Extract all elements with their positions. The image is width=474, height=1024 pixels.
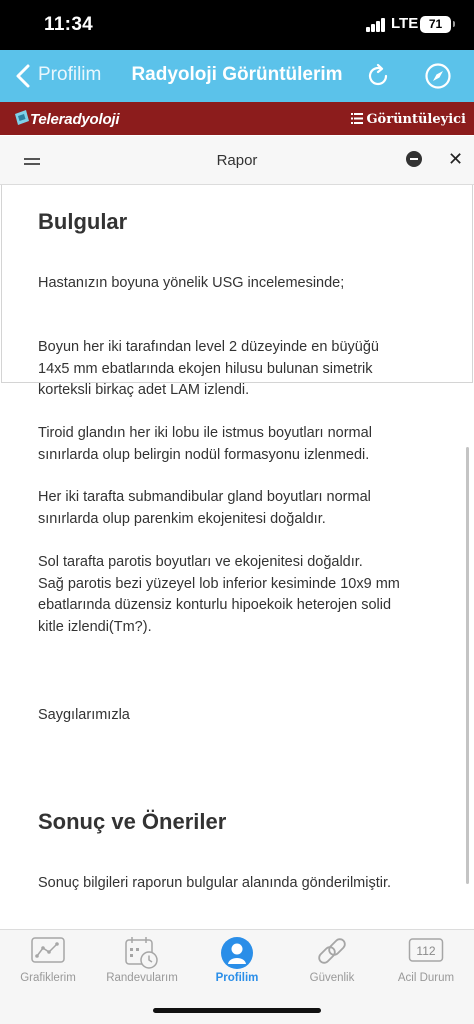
- report-line: Sağ parotis bezi yüzeyel lob inferior kesiminde 10x9 mm: [38, 575, 400, 592]
- report-paragraph: [38, 273, 438, 295]
- user-icon: [219, 936, 255, 970]
- home-indicator: [153, 1008, 321, 1013]
- list-menu-icon: [351, 113, 363, 124]
- compass-icon[interactable]: [424, 62, 452, 90]
- tab-emergency[interactable]: [378, 930, 474, 990]
- report-line: kitle izlendi(Tm?).: [38, 618, 152, 635]
- report-line: Saygılarımızla: [38, 707, 130, 723]
- report-paragraph: [38, 337, 438, 402]
- emergency-badge: 112: [416, 944, 436, 958]
- viewer-link[interactable]: [351, 112, 466, 127]
- results-text: [38, 873, 438, 895]
- network-type: LTE: [391, 15, 419, 32]
- report-line: sınırlarda olup belirgin nodül formasyonu izlenmedi.: [38, 446, 370, 463]
- report-line: Sonuç bilgileri raporun bulgular alanında gönderilmiştir.: [38, 875, 392, 891]
- report-signoff: [38, 705, 438, 727]
- logo-icon: [12, 108, 32, 128]
- page-title: Radyoloji Görüntülerim: [131, 64, 343, 85]
- emergency-112-icon: [408, 936, 444, 964]
- minimize-icon[interactable]: [406, 151, 422, 167]
- refresh-icon[interactable]: [364, 62, 392, 90]
- findings-heading: Bulgular: [38, 209, 128, 234]
- report-line: Her iki tarafta submandibular gland boyutları normal: [38, 489, 371, 505]
- calendar-clock-icon: [124, 936, 160, 970]
- report-line: Boyun her iki tarafından level 2 düzeyinde en büyüğü: [38, 339, 379, 355]
- report-line: Hastanızın boyuna yönelik USG incelemesinde;: [38, 275, 345, 291]
- report-line: korteksli birkaç adet LAM izlendi.: [38, 382, 250, 398]
- report-line: Sol tarafta parotis boyutları ve ekojenitesi doğaldır.: [38, 554, 363, 570]
- signal-icon: [366, 18, 388, 32]
- tab-label: Acil Durum: [397, 972, 455, 984]
- report-line: 14x5 mm ebatlarında ekojen hilusu bulunan simetrik: [38, 360, 373, 377]
- tab-label: Profilim: [215, 972, 259, 984]
- report-line: Tiroid glandın her iki lobu ile istmus boyutları normal: [38, 425, 372, 441]
- report-paragraph: [38, 487, 438, 530]
- report-paragraph: [38, 423, 438, 466]
- panel-header: [0, 136, 474, 185]
- results-heading: Sonuç ve Öneriler: [38, 809, 227, 834]
- back-button[interactable]: Profilim: [38, 64, 102, 85]
- nav-bar: [0, 50, 474, 102]
- panel-title: Rapor: [216, 152, 258, 169]
- viewer-link-label: Görüntüleyici: [366, 112, 466, 127]
- scrollbar[interactable]: [466, 447, 469, 884]
- battery-icon: 71: [420, 16, 451, 33]
- status-bar: [0, 0, 474, 50]
- chart-icon: [30, 936, 66, 964]
- tab-security[interactable]: [284, 930, 380, 990]
- report-line: sınırlarda olup parenkim ekojenitesi doğaldır.: [38, 510, 326, 527]
- report-paragraph: [38, 552, 438, 638]
- status-time: 11:34: [44, 14, 94, 35]
- tab-label: Grafiklerim: [20, 972, 76, 984]
- link-icon: [314, 936, 350, 970]
- brand-bar: [0, 102, 474, 135]
- tab-label: Randevularım: [106, 972, 178, 984]
- tab-charts[interactable]: [0, 930, 96, 990]
- tab-label: Güvenlik: [309, 972, 355, 984]
- brand-name: Teleradyoloji: [30, 111, 120, 128]
- report-line: ebatlarında düzensiz konturlu hipoekoik heterojen solid: [38, 597, 392, 613]
- close-icon[interactable]: ✕: [448, 149, 464, 169]
- tab-profile[interactable]: [189, 930, 285, 990]
- tab-appointments[interactable]: [94, 930, 190, 990]
